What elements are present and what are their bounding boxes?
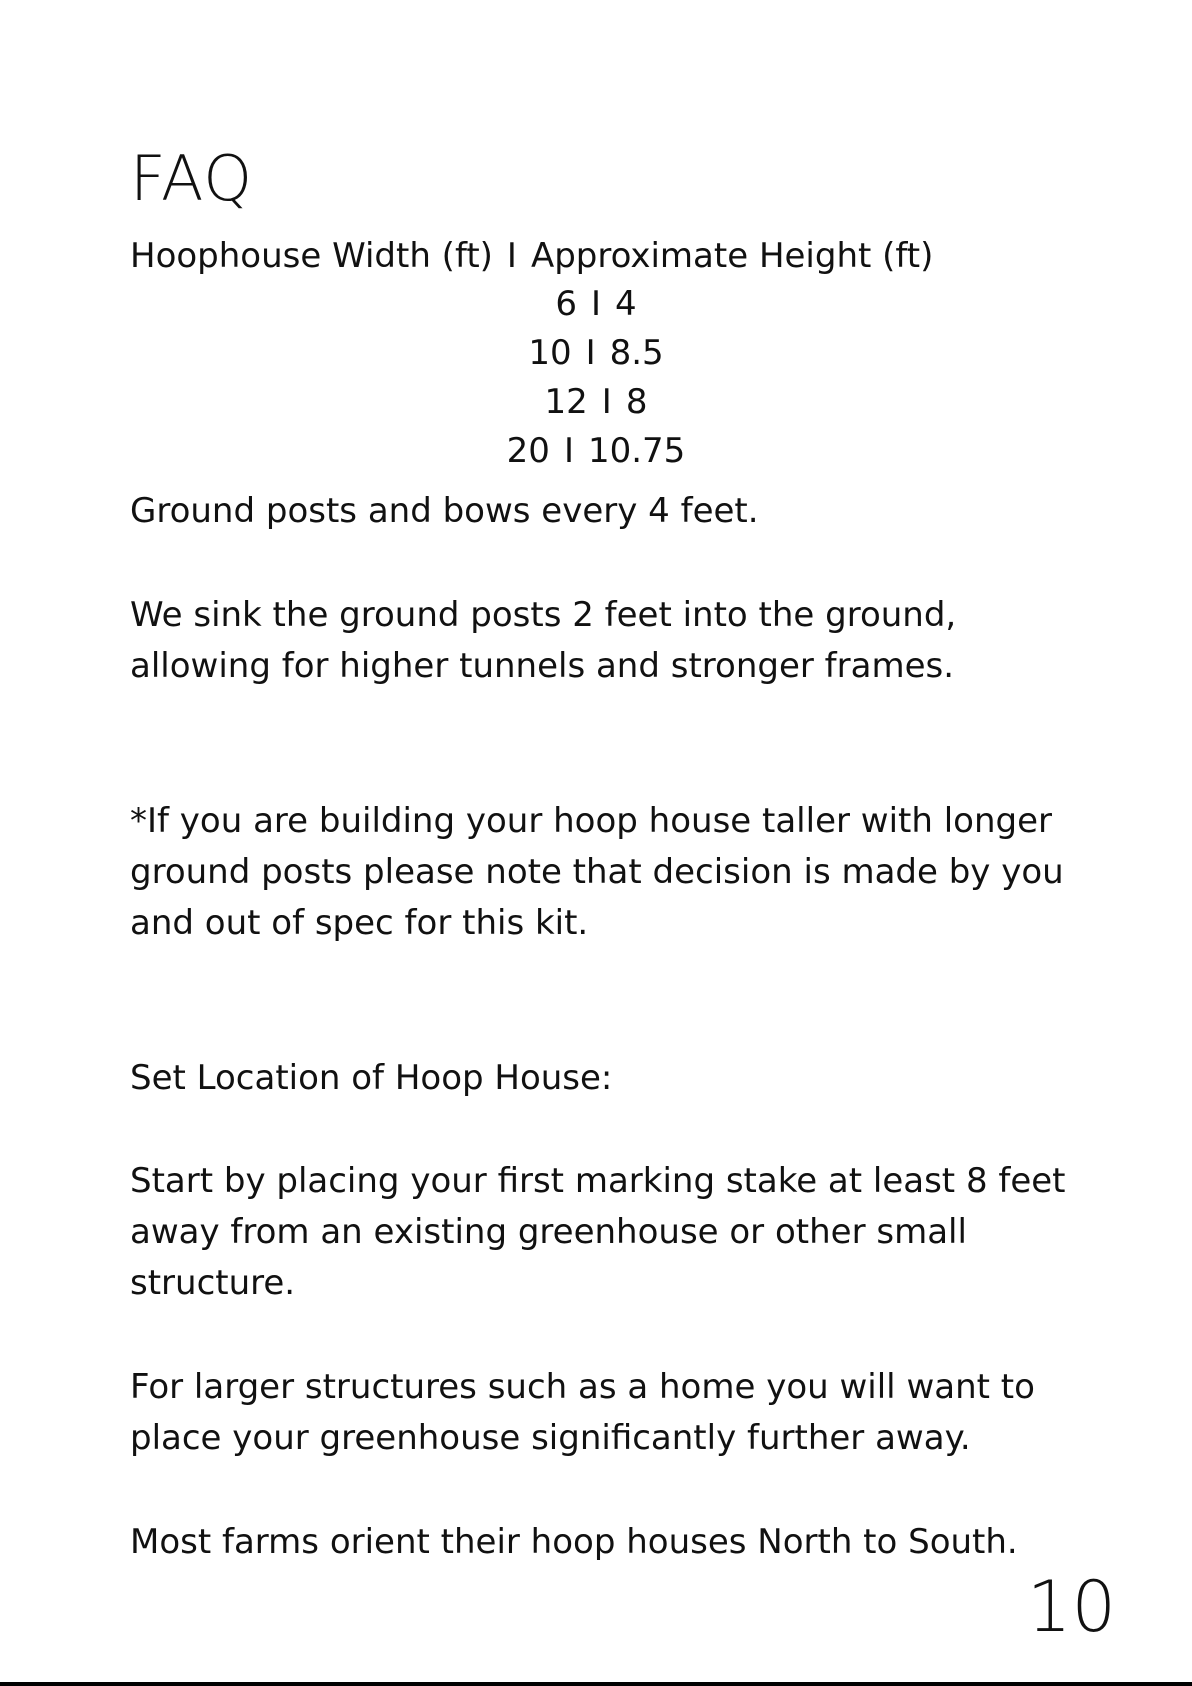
header-height-label: Approximate Height (ft)	[530, 236, 934, 276]
row-width-value: 20	[506, 431, 550, 471]
row-separator: I	[590, 284, 602, 324]
row-separator: I	[585, 333, 596, 373]
paragraph-larger-structures: For larger structures such as a home you will want to place your greenhouse significantly further away.	[130, 1367, 1035, 1458]
header-separator: I	[506, 236, 517, 276]
paragraph-marking-stake: Start by placing your first marking stake at least 8 feet away from an existing greenhouse or other small structure.	[130, 1161, 1066, 1303]
paragraph-ground-depth: We sink the ground posts 2 feet into the ground, allowing for higher tunnels and stronger frames.	[130, 595, 957, 686]
bottom-border	[0, 1682, 1192, 1686]
table-row	[0, 382, 1062, 431]
table-row	[0, 333, 1062, 382]
table-row	[0, 284, 1062, 333]
table-row	[0, 431, 1062, 480]
row-width-value: 6	[555, 284, 577, 324]
dimension-table	[130, 284, 1060, 480]
row-width-value: 10	[528, 333, 572, 373]
paragraph-orientation: Most farms orient their hoop houses North to South.	[130, 1522, 1018, 1562]
section-heading-location: Set Location of Hoop House:	[130, 1058, 613, 1098]
row-height-value: 10.75	[587, 431, 686, 471]
page-number: 10	[1026, 1566, 1116, 1648]
paragraph-spec-note: *If you are building your hoop house taller with longer ground posts please note that decision is made by you and out of spec for this kit.	[130, 801, 1064, 943]
header-width-label: Hoophouse Width (ft)	[130, 236, 493, 276]
paragraph-spacing: Ground posts and bows every 4 feet.	[130, 491, 759, 531]
table-header	[130, 236, 933, 276]
row-height-value: 8	[625, 382, 648, 422]
row-height-value: 4	[615, 284, 637, 324]
row-height-value: 8.5	[609, 333, 664, 373]
row-width-value: 12	[544, 382, 588, 422]
row-separator: I	[563, 431, 574, 471]
page-title: FAQ	[130, 142, 254, 215]
row-separator: I	[601, 382, 612, 422]
